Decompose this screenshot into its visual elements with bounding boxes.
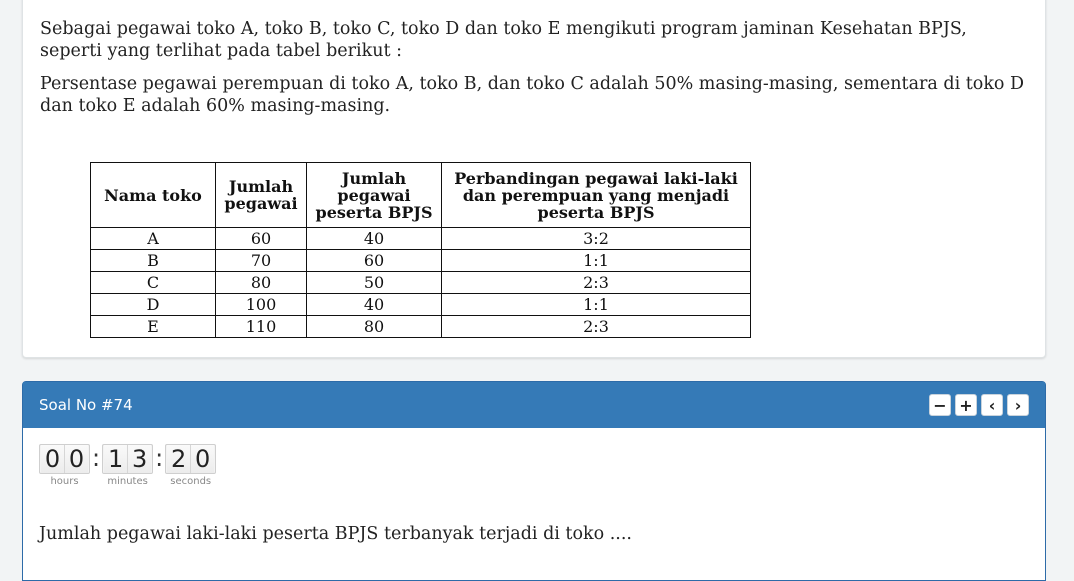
table-cell: A xyxy=(91,228,216,250)
table-cell: 2:3 xyxy=(442,316,751,338)
countdown-timer xyxy=(39,444,216,487)
table-cell: 80 xyxy=(307,316,442,338)
timer-separator: : xyxy=(155,444,164,472)
timer-digit: 0 xyxy=(191,445,214,473)
question-header xyxy=(23,382,1045,428)
question-nav xyxy=(929,394,1029,416)
table-cell: 60 xyxy=(307,250,442,272)
table-header: Jumlah pegawai peserta BPJS xyxy=(307,163,442,228)
previous-question-button[interactable]: ‹ xyxy=(981,394,1003,416)
table-cell: 1:1 xyxy=(442,294,751,316)
timer-digit: 3 xyxy=(128,445,151,473)
table-cell: 70 xyxy=(216,250,307,272)
timer-label: hours xyxy=(50,476,79,487)
increase-font-button[interactable]: + xyxy=(955,394,977,416)
cutoff-heading xyxy=(40,0,480,3)
timer-separator: : xyxy=(92,444,101,472)
table-cell: 60 xyxy=(216,228,307,250)
table-cell: 2:3 xyxy=(442,272,751,294)
timer-label: seconds xyxy=(170,476,212,487)
table-row xyxy=(91,316,751,338)
timer-minutes xyxy=(102,444,153,487)
timer-seconds xyxy=(165,444,216,487)
table-cell: 40 xyxy=(307,228,442,250)
timer-digit: 2 xyxy=(167,445,191,473)
table-row xyxy=(91,272,751,294)
table-cell: 3:2 xyxy=(442,228,751,250)
table-cell: C xyxy=(91,272,216,294)
question-card xyxy=(22,381,1046,581)
table-cell: 50 xyxy=(307,272,442,294)
question-title: Soal No #74 xyxy=(39,396,133,414)
table-cell: 40 xyxy=(307,294,442,316)
timer-hours xyxy=(39,444,90,487)
table-cell: 110 xyxy=(216,316,307,338)
decrease-font-button[interactable]: − xyxy=(929,394,951,416)
table-header: Nama toko xyxy=(91,163,216,228)
table-row xyxy=(91,294,751,316)
passage-card xyxy=(22,0,1046,358)
table-cell: B xyxy=(91,250,216,272)
table-cell: D xyxy=(91,294,216,316)
table-row xyxy=(91,250,751,272)
table-row xyxy=(91,228,751,250)
table-cell: 1:1 xyxy=(442,250,751,272)
question-text: Jumlah pegawai laki-laki peserta BPJS terbanyak terjadi di toko .... xyxy=(39,524,632,544)
timer-digit: 0 xyxy=(41,445,65,473)
table-header: Jumlah pegawai xyxy=(216,163,307,228)
passage-paragraph-2: Persentase pegawai perempuan di toko A, toko B, dan toko C adalah 50% masing-masing, sementara di toko D dan toko E adalah 60% masing-masing. xyxy=(40,74,1025,116)
table-cell: 80 xyxy=(216,272,307,294)
table-header: Perbandingan pegawai laki-laki dan perempuan yang menjadi peserta BPJS xyxy=(442,163,751,228)
timer-digit: 1 xyxy=(104,445,128,473)
table-cell: E xyxy=(91,316,216,338)
table-cell: 100 xyxy=(216,294,307,316)
timer-digit: 0 xyxy=(65,445,88,473)
bpjs-table xyxy=(90,162,751,338)
passage-paragraph-1: Sebagai pegawai toko A, toko B, toko C, toko D dan toko E mengikuti program jaminan Kesehatan BPJS, seperti yang terlihat pada tabel berikut : xyxy=(40,19,967,61)
timer-label: minutes xyxy=(107,476,148,487)
next-question-button[interactable]: › xyxy=(1007,394,1029,416)
